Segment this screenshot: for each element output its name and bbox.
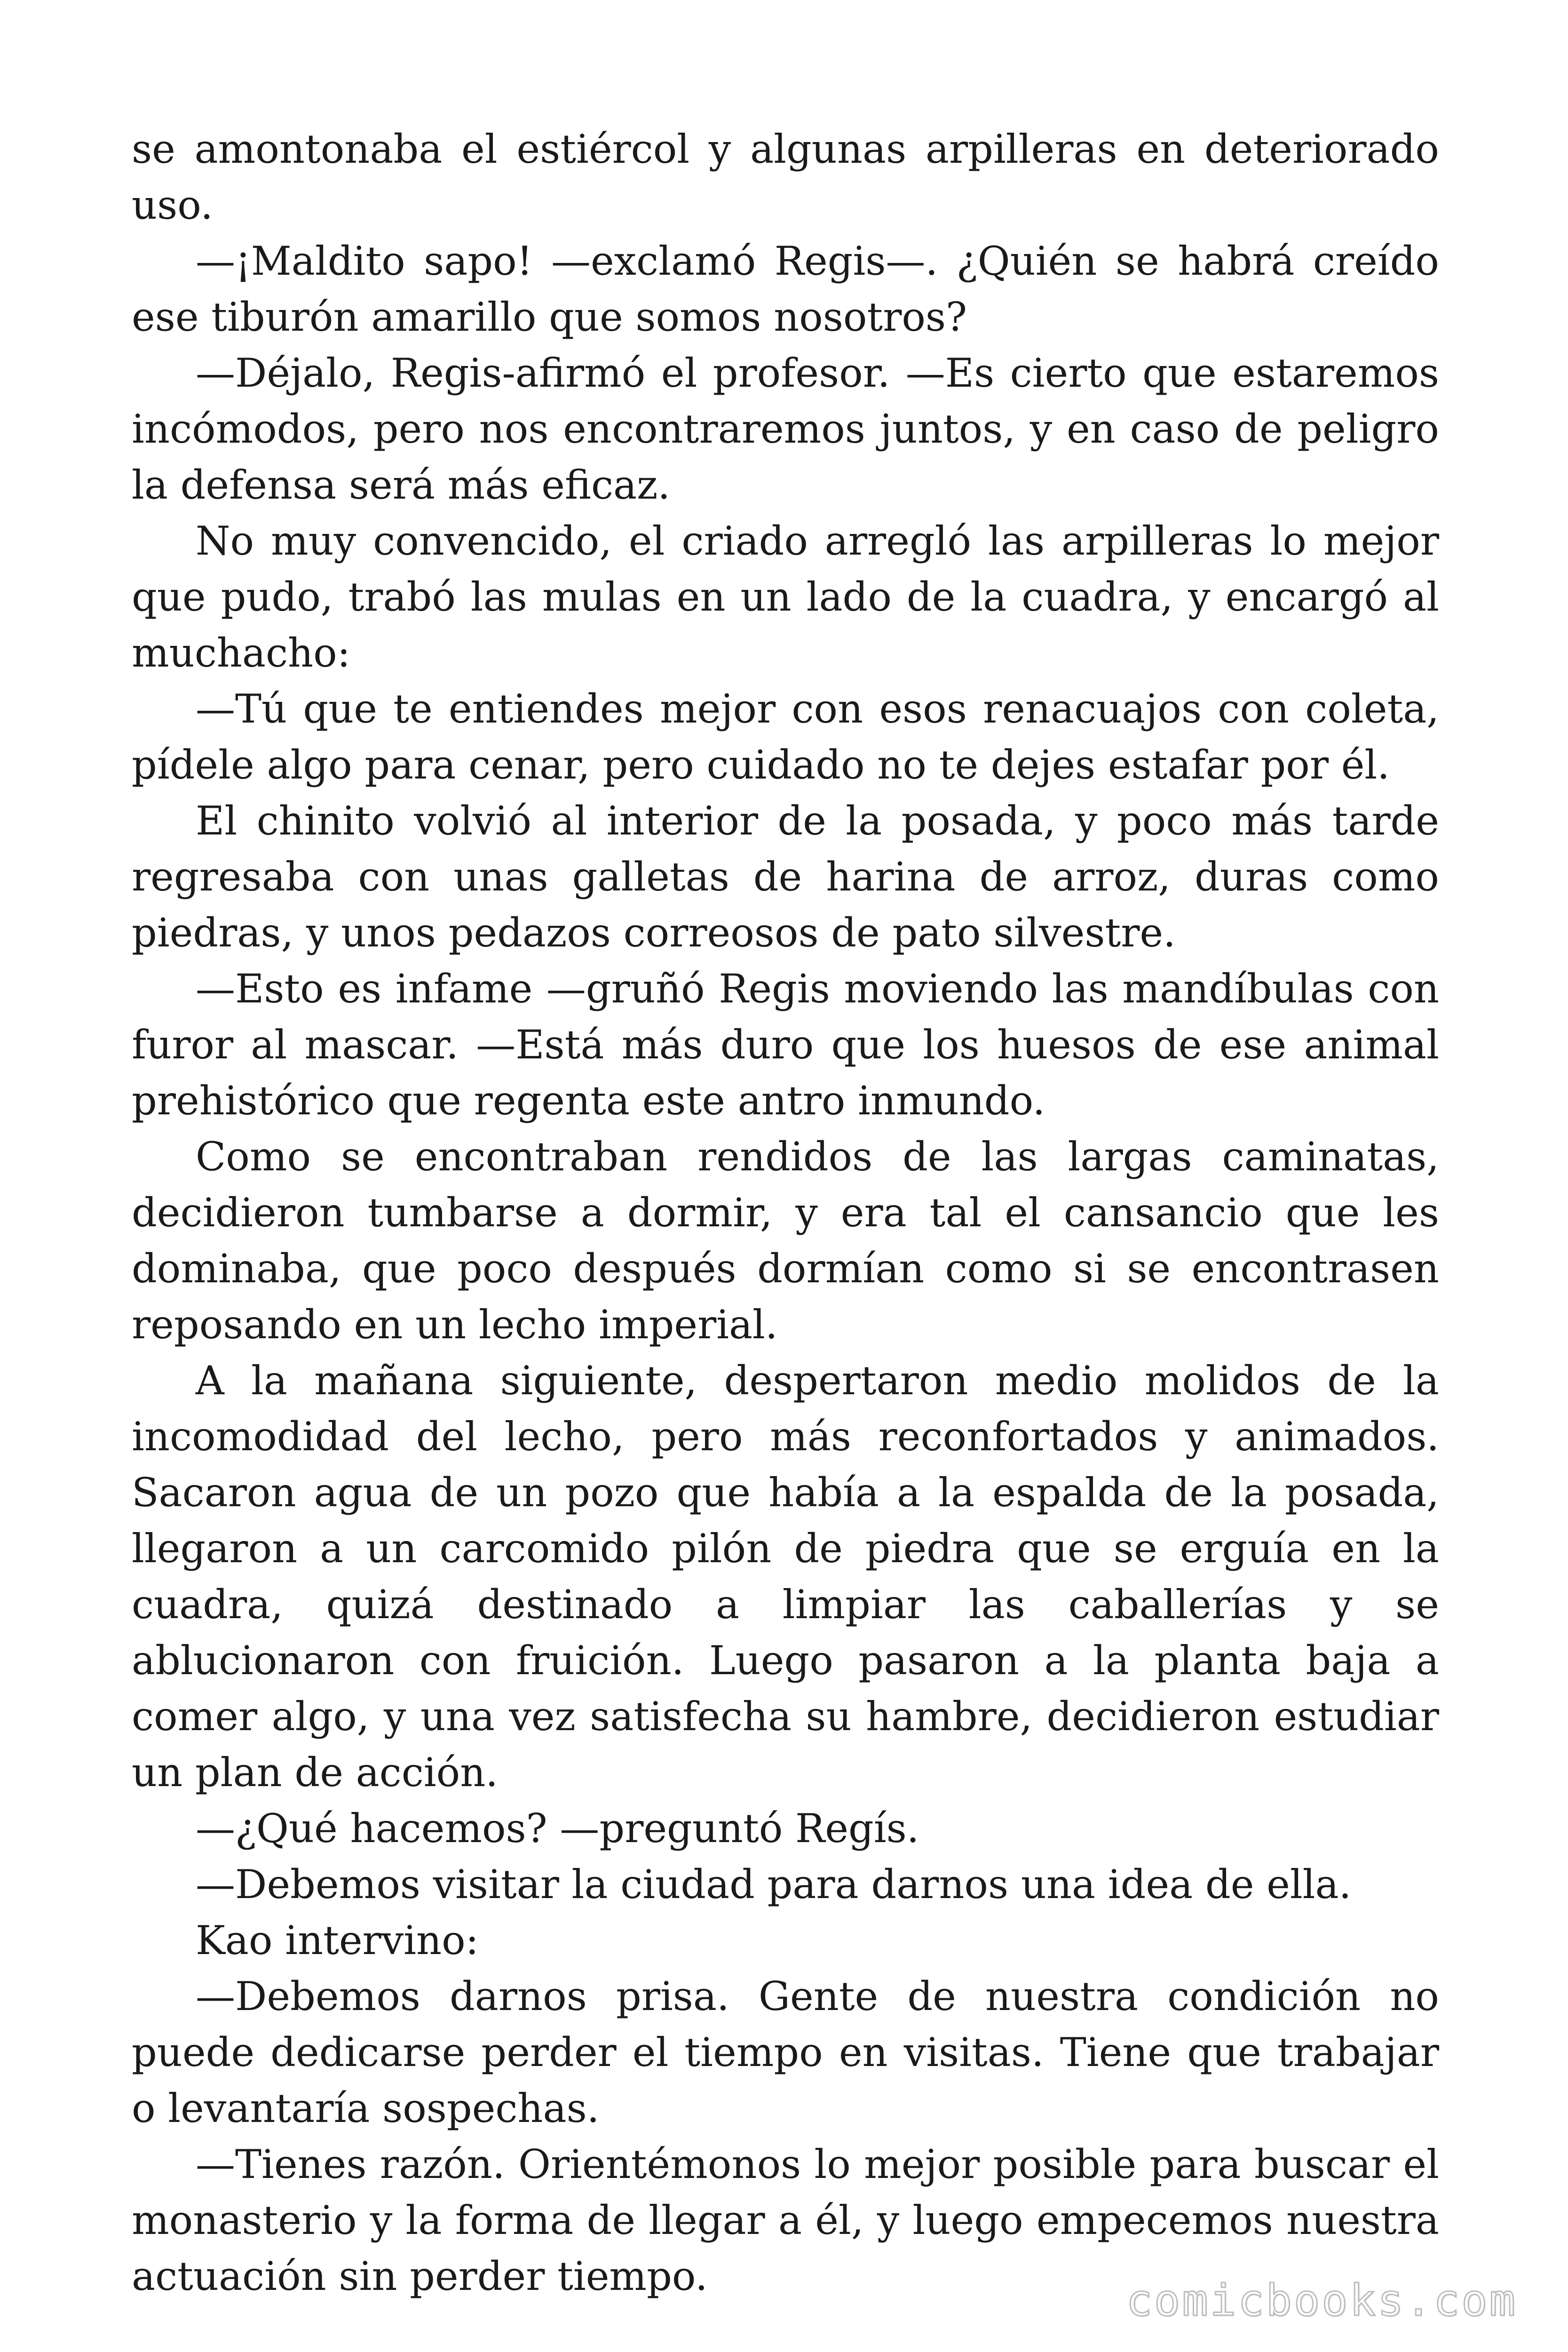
paragraph-4: No muy convencido, el criado arregló las arpilleras lo mejor que pudo, trabó las mulas en un lado de la cuadra, y encargó al muchacho:	[132, 518, 1439, 676]
paragraph-14: —Tienes razón. Orientémonos lo mejor posible para buscar el monasterio y la forma de llegar a él, y luego empecemos nuestra actuación sin perder tiempo.	[132, 2141, 1439, 2299]
paragraph-8: Como se encontraban rendidos de las largas caminatas, decidieron tumbarse a dormir, y era tal el cansancio que les dominaba, que poco después dormían como si se encontrasen reposando en un lecho imperial.	[132, 1134, 1439, 1348]
paragraph-10: —¿Qué hacemos? —preguntó Regís.	[196, 1805, 919, 1851]
paragraph-3: —Déjalo, Regis-afirmó el profesor. —Es cierto que estaremos incómodos, pero nos encontraremos juntos, y en caso de peligro la defensa será más eficaz.	[132, 350, 1439, 508]
paragraph-7: —Esto es infame —gruñó Regis moviendo las mandíbulas con furor al mascar. —Está más duro que los huesos de ese animal prehistórico que regenta este antro inmundo.	[132, 966, 1439, 1124]
watermark-text: comicbooks.com	[1126, 2275, 1517, 2326]
paragraph-2: —¡Maldito sapo! —exclamó Regis—. ¿Quién se habrá creído ese tiburón amarillo que somos nosotros?	[132, 238, 1439, 340]
paragraph-5: —Tú que te entiendes mejor con esos renacuajos con coleta, pídele algo para cenar, pero cuidado no te dejes estafar por él.	[132, 686, 1439, 788]
page-body-text	[132, 121, 1439, 2304]
paragraph-13: —Debemos darnos prisa. Gente de nuestra condición no puede dedicarse perder el tiempo en visitas. Tiene que trabajar o levantaría sospechas.	[132, 1973, 1439, 2131]
paragraph-6: El chinito volvió al interior de la posada, y poco más tarde regresaba con unas galletas de harina de arroz, duras como piedras, y unos pedazos correosos de pato silvestre.	[132, 798, 1439, 956]
paragraph-11: —Debemos visitar la ciudad para darnos una idea de ella.	[196, 1861, 1352, 1907]
paragraph-9: A la mañana siguiente, despertaron medio molidos de la incomodidad del lecho, pero más reconfortados y animados. Sacaron agua de un pozo que había a la espalda de la posada, llegaron a un carcomido pilón de piedra que se erguía en la cuadra, quizá destinado a limpiar las caballerías y se ablucionaron con fruición. Luego pasaron a la planta baja a comer algo, y una vez satisfecha su hambre, decidieron estudiar un plan de acción.	[132, 1358, 1439, 1796]
paragraph-12: Kao intervino:	[196, 1917, 479, 1963]
paragraph-1: se amontonaba el estiércol y algunas arpilleras en deteriorado uso.	[132, 126, 1439, 228]
